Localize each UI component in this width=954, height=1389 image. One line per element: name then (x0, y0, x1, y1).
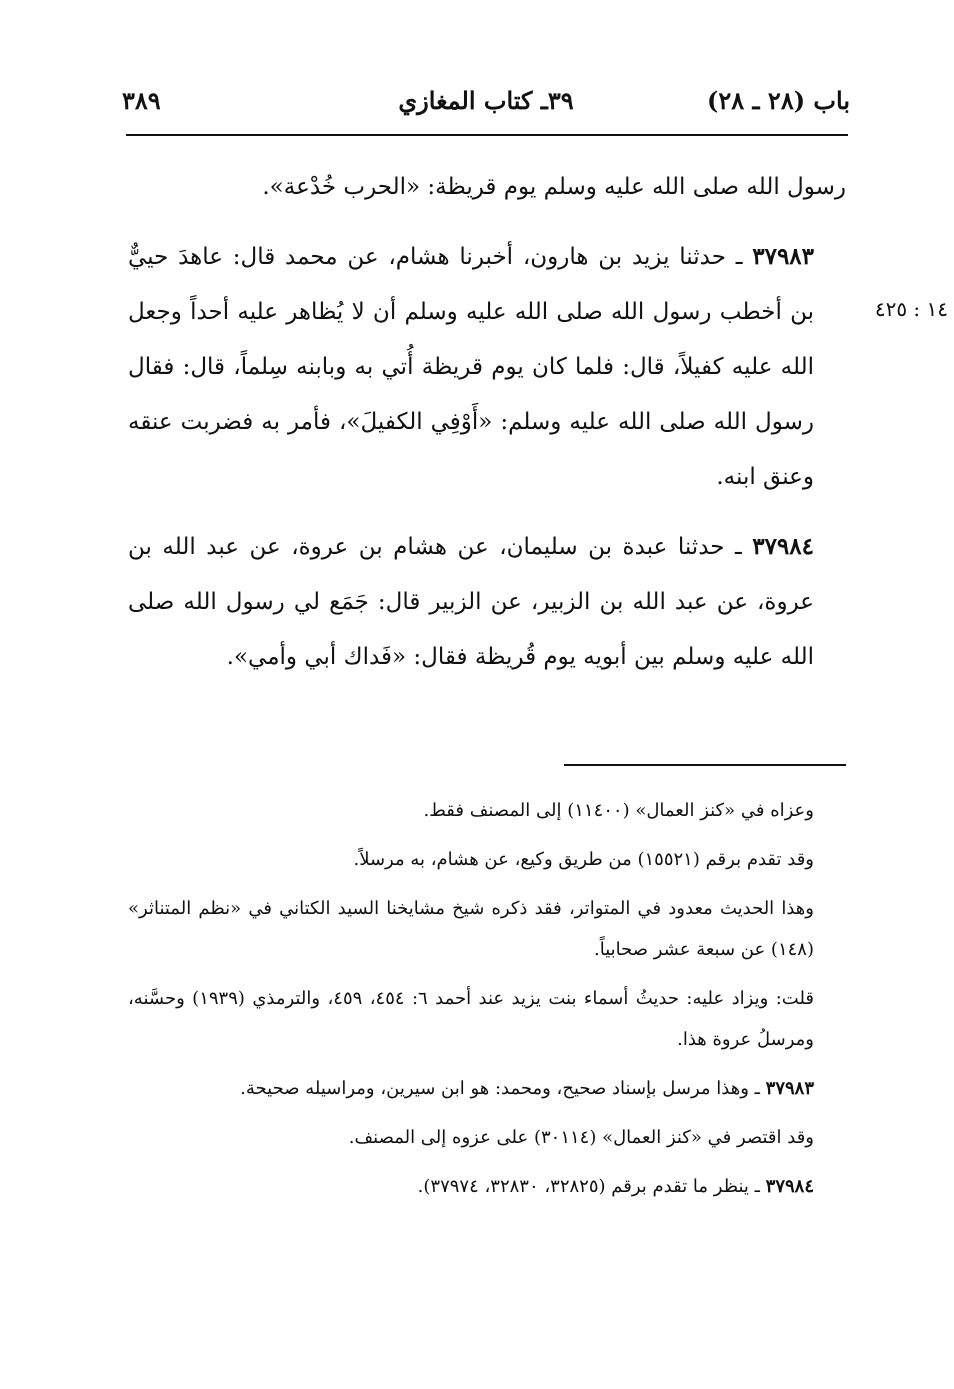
hadith-number: ٣٧٩٨٣ (752, 243, 815, 270)
footnote-line: وهذا الحديث معدود في المتواتر، فقد ذكره شيخ مشايخنا السيد الكتاني في «نظم المتناثر» (١٤٨) عن سبعة عشر صحابياً. (128, 898, 814, 960)
hadith-text: ـ حدثنا عبدة بن سليمان، عن هشام بن عروة، عن عبد الله بن عروة، عن عبد الله بن الزبير، عن الزبير قال: جَمَع لي رسول الله صلى الله عليه وسلم بين أبويه يوم قُريظة فقال: «فَداك أبي وأمي». (128, 534, 814, 670)
main-text (128, 160, 846, 685)
hadith-37984 (128, 519, 846, 685)
page-number: ٣٨٩ (122, 86, 161, 115)
footnote-text: ـ ينظر ما تقدم برقم (٣٢٨٢٥، ٣٢٨٣٠، ٣٧٩٧٤). (417, 1176, 760, 1197)
footnote-line: وعزاه في «كنز العمال» (١١٤٠٠) إلى المصنف فقط. (423, 800, 814, 821)
footnote-37983 (128, 1068, 846, 1109)
footnotes (128, 790, 846, 1215)
footnote-line: وقد اقتصر في «كنز العمال» (٣٠١١٤) على عزوه إلى المصنف. (348, 1127, 814, 1148)
book-title: ٣٩ـ كتاب المغازي (398, 86, 574, 115)
footnote-line: قلت: ويزاد عليه: حديثُ أسماء بنت يزيد عند أحمد ٦: ٤٥٤، ٤٥٩، والترمذي (١٩٣٩) وحسَّنه، ومرسلُ عروة هذا. (128, 988, 815, 1050)
footnote-rule (564, 764, 846, 766)
chapter-label: باب (٢٨ ـ ٢٨) (707, 86, 850, 115)
footnote-37984 (128, 1166, 846, 1207)
page-header (122, 86, 850, 126)
header-rule (126, 134, 848, 136)
footnote-number: ٣٧٩٨٤ (765, 1176, 814, 1197)
footnote-text: ـ وهذا مرسل بإسناد صحيح، ومحمد: هو ابن سيرين، ومراسيله صحيحة. (240, 1078, 760, 1099)
hadith-text: ـ حدثنا يزيد بن هارون، أخبرنا هشام، عن محمد قال: عاهدَ حييٌّ بن أخطب رسول الله صلى الله عليه وسلم أن لا يُظاهر عليه أحداً وجعل الله عليه كفيلاً، قال: فلما كان يوم قريظة أُتي به وبابنه سِلماً، قال: فقال رسول الله صلى الله عليه وسلم: «أَوْفِي الكفيلَ»، فأمر به فضربت عنقه وعنق ابنه. (128, 244, 814, 490)
footnote-number: ٣٧٩٨٣ (765, 1078, 814, 1099)
footnote-line: وقد تقدم برقم (١٥٥٢١) من طريق وكيع، عن هشام، به مرسلاً. (353, 849, 814, 870)
hadith-number: ٣٧٩٨٤ (752, 533, 814, 560)
margin-reference: ١٤ : ٤٢٥ (874, 297, 948, 321)
continuation-line: رسول الله صلى الله عليه وسلم يوم قريظة: «الحرب خُدْعة». (262, 174, 846, 200)
hadith-37983 (128, 229, 846, 505)
